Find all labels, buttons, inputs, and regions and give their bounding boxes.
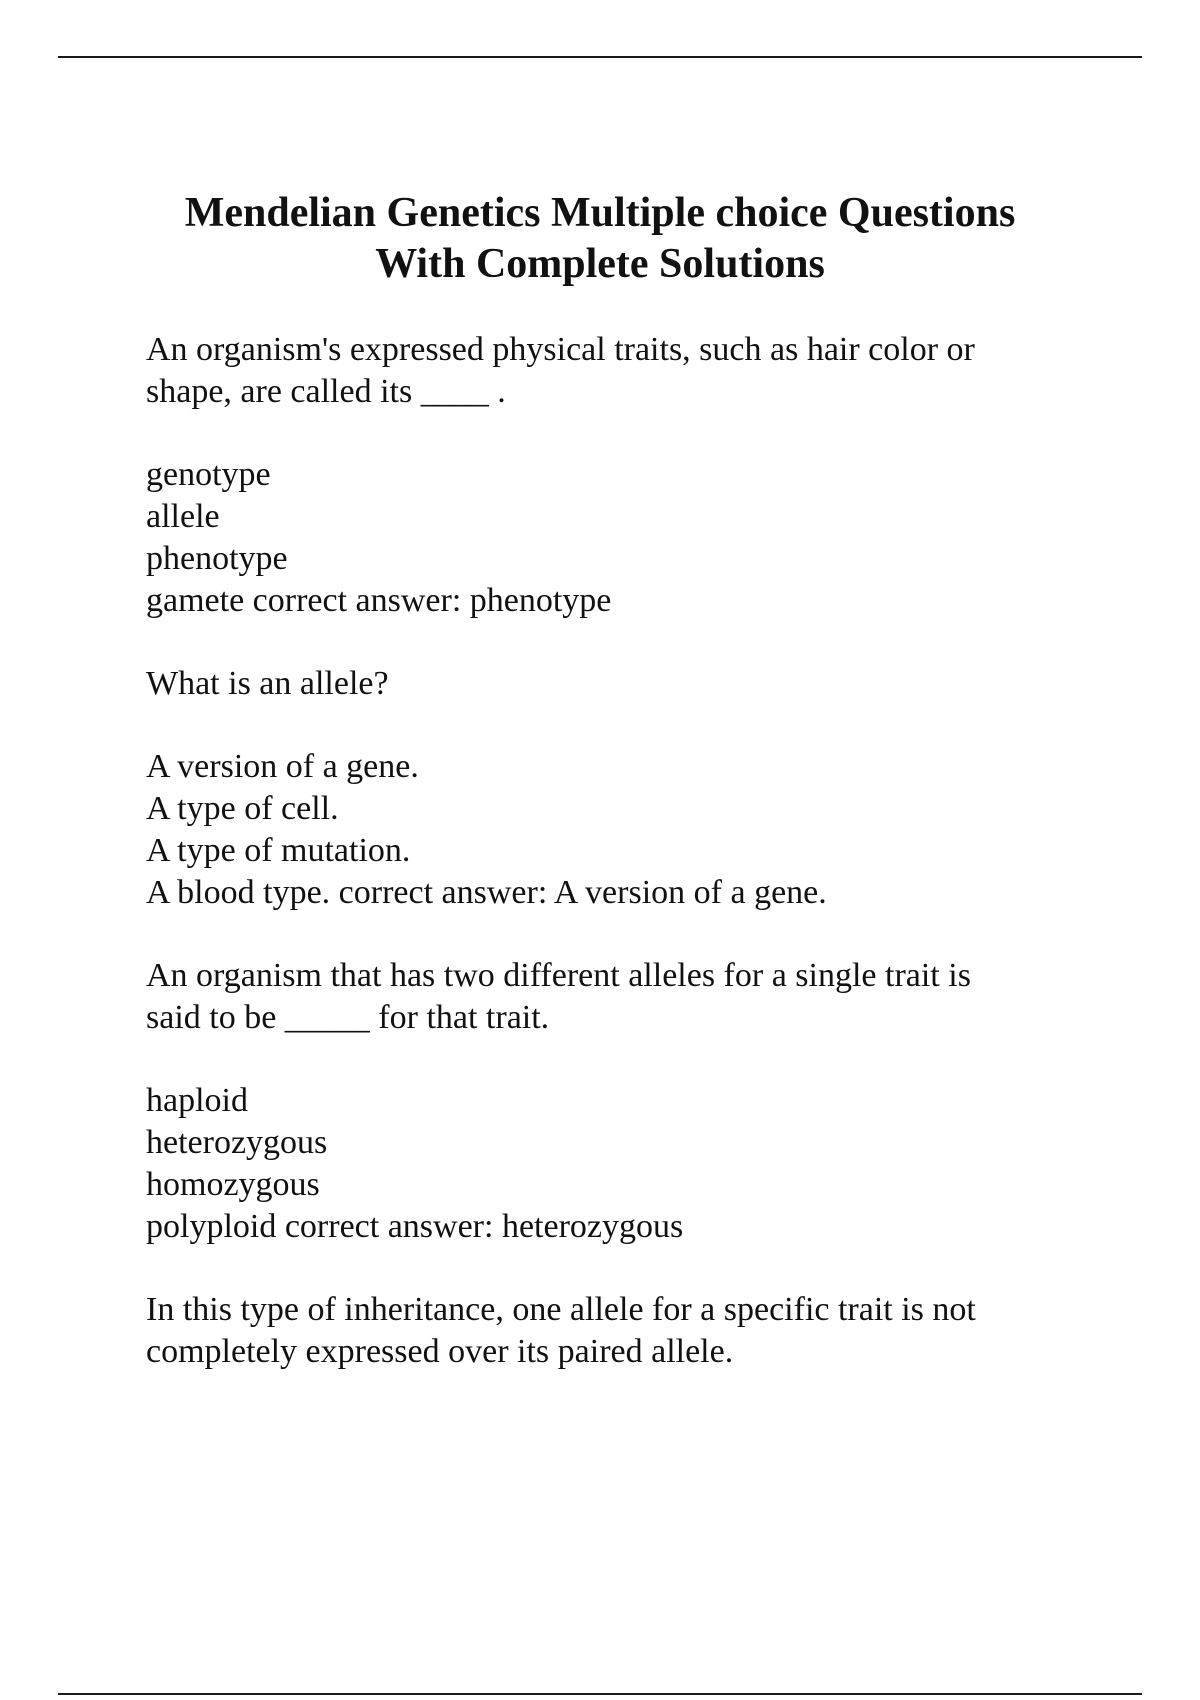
option-line-with-answer: A blood type. correct answer: A version of a gene.: [146, 874, 827, 911]
title-line: With Complete Solutions: [375, 241, 825, 287]
option-line: A version of a gene.: [146, 748, 419, 785]
text-line: An organism that has two different alleles for a single trait is: [146, 957, 971, 994]
question-2-options: [146, 746, 1066, 914]
option-line: haploid: [146, 1082, 248, 1119]
option-line: heterozygous: [146, 1124, 328, 1161]
text-line: In this type of inheritance, one allele for a specific trait is not: [146, 1291, 976, 1328]
question-2-prompt: [146, 663, 1066, 705]
question-1-prompt: [146, 329, 1066, 413]
option-line: A type of mutation.: [146, 832, 411, 869]
document-body: [146, 329, 1066, 1414]
text-line: completely expressed over its paired allele.: [146, 1333, 734, 1370]
question-3-prompt: [146, 955, 1066, 1039]
text-line: An organism's expressed physical traits, such as hair color or: [146, 331, 975, 368]
option-line-with-answer: polyploid correct answer: heterozygous: [146, 1208, 684, 1245]
option-line: phenotype: [146, 540, 288, 577]
page-title: [100, 188, 1100, 290]
option-line: allele: [146, 498, 220, 535]
question-1-options: [146, 454, 1066, 622]
question-4-prompt: [146, 1289, 1066, 1373]
option-line: genotype: [146, 456, 271, 493]
footer-rule: [58, 1693, 1142, 1695]
option-line: homozygous: [146, 1166, 320, 1203]
option-line-with-answer: gamete correct answer: phenotype: [146, 582, 612, 619]
title-line: Mendelian Genetics Multiple choice Questions: [184, 190, 1016, 236]
text-line: What is an allele?: [146, 665, 389, 702]
text-line: shape, are called its ____ .: [146, 373, 506, 410]
header-rule: [58, 56, 1142, 58]
option-line: A type of cell.: [146, 790, 339, 827]
text-line: said to be _____ for that trait.: [146, 999, 550, 1036]
question-3-options: [146, 1080, 1066, 1248]
